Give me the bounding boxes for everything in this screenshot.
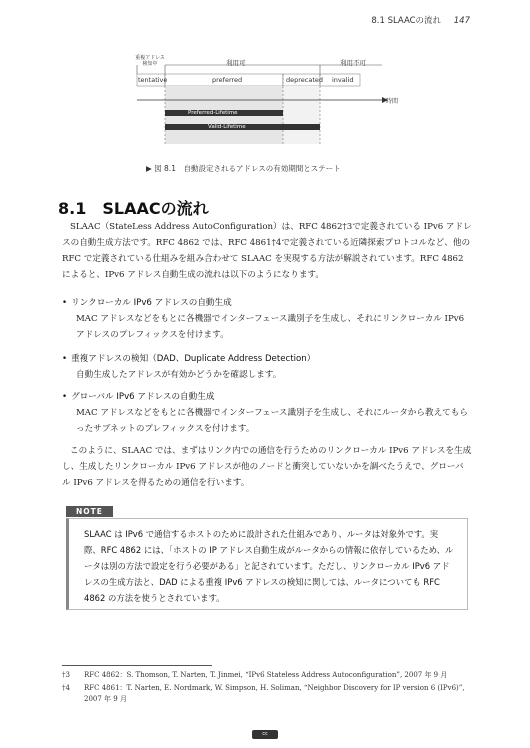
preferred-lifetime-label: Preferred-Lifetime bbox=[188, 110, 238, 116]
lifetime-diagram bbox=[130, 52, 390, 152]
time-label: 時間 bbox=[386, 98, 399, 105]
cc-license-icon: cc bbox=[252, 730, 278, 739]
bullet-head-1: • リンクローカル IPv6 アドレスの自動生成 bbox=[62, 296, 232, 308]
bullet-body-1: MAC アドレスなどをもとに各機器でインターフェース識別子を生成し、それにリンクローカル IPv6 アドレスのプレフィックスを付けます。 bbox=[76, 314, 465, 340]
bullet-body-3: MAC アドレスなどをもとに各機器でインターフェース識別子を生成し、それにルータから教えてもらったサブネットのプレフィックスを付けます。 bbox=[76, 408, 468, 434]
state-tentative: tentative bbox=[138, 76, 168, 84]
note-text: SLAAC は IPv6 で通信するホストのために設計された仕組みであり、ルータは対象外です。実際、RFC 4862 には、「ホストの IP アドレス自動生成がルータからの情報に依存しているため、ルータは別の方法で設定を行う必要がある」と記されています。ただし、リンクローカル IPv6 アドレスの生成方法と、DAD による重複 IPv6 アドレスの検知に関しては、ルータについても RFC 4862 の方法を使うとされています。 bbox=[84, 529, 454, 603]
page-number: 147 bbox=[453, 16, 470, 26]
state-preferred: preferred bbox=[212, 76, 243, 84]
footnote-rule bbox=[62, 665, 212, 666]
footnote-text: RFC 4862：S. Thomson, T. Narten, T. Jinmei, “IPv6 Stateless Address Autoconfiguration”, 2007 年 9 月 bbox=[84, 671, 448, 679]
header-section: 8.1 SLAACの流れ bbox=[371, 16, 442, 26]
bullet-head-3: • グローバル IPv6 アドレスの自動生成 bbox=[62, 390, 214, 402]
bullet-body-2: 自動生成したアドレスが有効かどうかを確認します。 bbox=[76, 370, 282, 380]
figure-diagram bbox=[130, 52, 390, 152]
footnote-2 bbox=[62, 683, 474, 705]
note-label: NOTE bbox=[66, 506, 113, 517]
bullet-head-2: • 重複アドレスの検知（DAD、Duplicate Address Detection） bbox=[62, 352, 315, 364]
label-usable: 利用可 bbox=[226, 59, 246, 67]
state-deprecated: deprecated bbox=[286, 76, 324, 84]
footnote-mark: †3 bbox=[62, 671, 70, 679]
footnote-mark: †4 bbox=[62, 684, 70, 692]
label-unusable: 利用不可 bbox=[340, 59, 366, 67]
state-invalid: invalid bbox=[332, 76, 354, 84]
running-header bbox=[371, 14, 470, 26]
conclusion-paragraph: このように、SLAAC では、まずはリンク内での通信を行うためのリンクローカル IPv6 アドレスを生成し、生成したリンクローカル IPv6 アドレスが他のノードと衝突していないかを調べたうえで、グローバル IPv6 アドレスを得るための通信を行います。 bbox=[62, 446, 472, 488]
figure-caption: ▶ 図 8.1 自動設定されるアドレスの有効期間とステート bbox=[146, 164, 341, 173]
section-title: 8.1 SLAACの流れ bbox=[58, 199, 209, 218]
label-dad: 重複アドレス 検知中 bbox=[135, 55, 165, 67]
valid-lifetime-label: Valid-Lifetime bbox=[208, 124, 246, 130]
intro-paragraph: SLAAC（StateLess Address AutoConfiguration）は、RFC 4862†3で定義されている IPv6 アドレスの自動生成方法です。RFC 4862 では、RFC 4861†4で定義されている近隣探索プロトコルなど、他の RFC で定義されている仕組みを組み合わせて SLAAC を実現する方法が解説されています。RFC 4862 によると、IPv6 アドレス自動生成の流れは以下のようになります。 bbox=[62, 222, 472, 280]
footnote-text: RFC 4861：T. Narten, E. Nordmark, W. Simpson, H. Soliman, “Neighbor Discovery for IP version 6 (IPv6)”, 2007 年 9 月 bbox=[84, 684, 465, 703]
footnote-1 bbox=[62, 670, 474, 681]
